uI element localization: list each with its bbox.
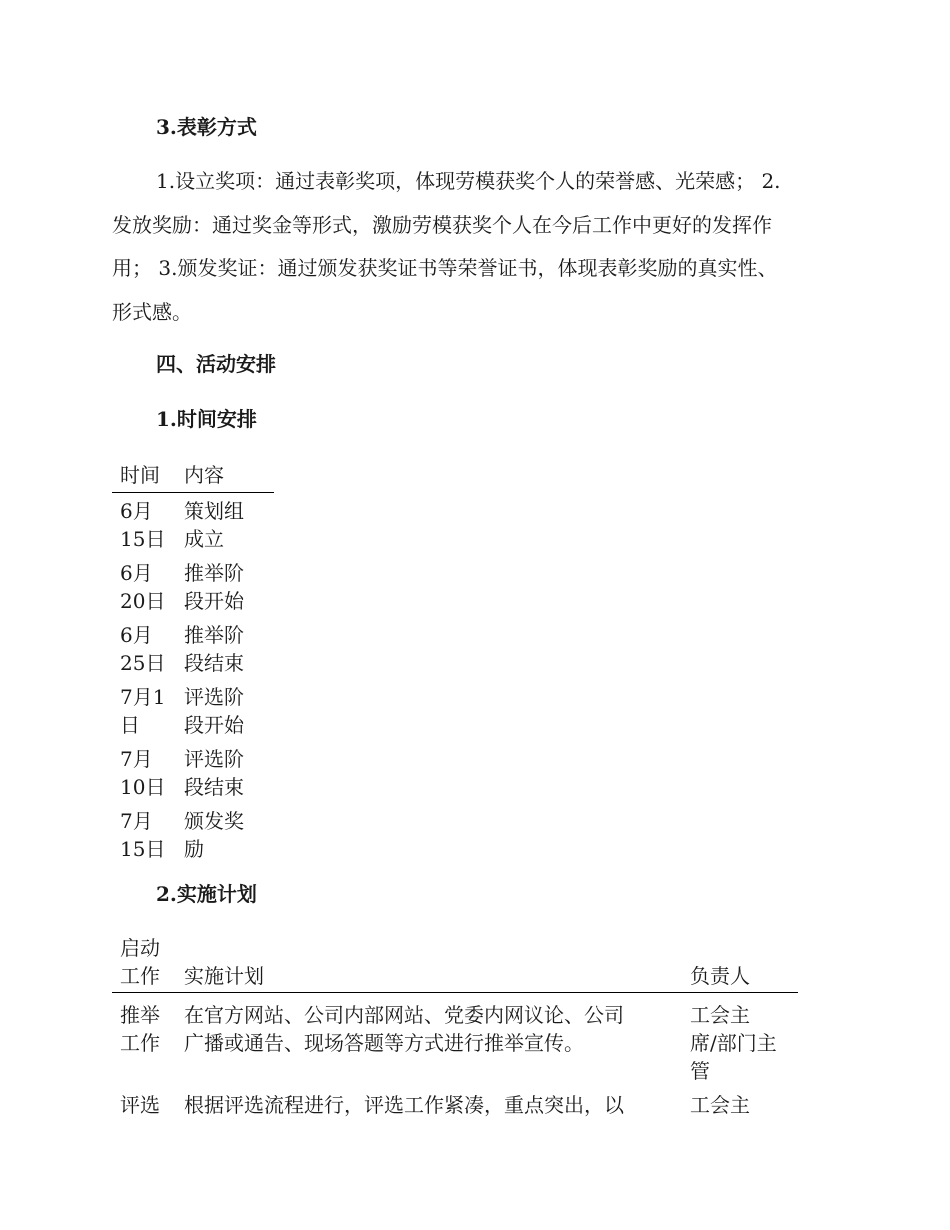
work-cell <box>112 1091 184 1119</box>
paragraph-line: 1.设立奖项：通过表彰奖项，体现劳模获奖个人的荣誉感、光荣感； 2. <box>156 169 781 193</box>
cell-text: 15日 <box>120 837 166 861</box>
cell-text: 评选 <box>120 1093 160 1117</box>
section-heading-awards: 3.表彰方式 <box>156 115 257 139</box>
cell-text: 段结束 <box>184 651 244 675</box>
cell-text: 段开始 <box>184 713 244 737</box>
cell-text: 在官方网站、公司内部网站、党委内网议论、公司 <box>184 1003 624 1027</box>
cell-text: 7月 <box>120 809 153 833</box>
table-row <box>112 745 274 801</box>
section-heading-activities: 四、活动安排 <box>156 352 276 376</box>
time-cell <box>112 559 184 615</box>
header-plan: 实施计划 <box>184 964 264 988</box>
plan-cell <box>184 1091 690 1119</box>
time-cell <box>112 807 184 863</box>
cell-text: 工作 <box>120 1031 160 1055</box>
table-row <box>112 683 274 739</box>
time-cell <box>112 745 184 801</box>
header-content: 内容 <box>184 463 224 487</box>
owner-cell <box>690 1091 798 1119</box>
cell-text: 策划组 <box>184 499 244 523</box>
table-row <box>112 621 274 677</box>
cell-text: 管 <box>690 1059 710 1083</box>
cell-text: 15日 <box>120 527 166 551</box>
cell-text: 评选阶 <box>184 747 244 771</box>
subheading-plan: 2.实施计划 <box>156 882 257 906</box>
header-start-work <box>112 934 184 990</box>
time-cell <box>112 683 184 739</box>
paragraph-line: 用； 3.颁发奖证：通过颁发获奖证书等荣誉证书，体现表彰奖励的真实性、 <box>112 256 778 280</box>
table-row <box>112 497 274 553</box>
cell-text: 推举阶 <box>184 623 244 647</box>
table-row <box>112 559 274 615</box>
table-row <box>112 1091 798 1119</box>
cell-text: 根据评选流程进行，评选工作紧凑，重点突出，以 <box>184 1093 624 1117</box>
cell-text: 20日 <box>120 589 166 613</box>
paragraph-line: 形式感。 <box>112 299 192 324</box>
cell-text: 工会主 <box>690 1003 750 1027</box>
header-text: 启动 <box>120 936 160 960</box>
cell-text: 7月 <box>120 747 153 771</box>
cell-text: 6月 <box>120 561 153 585</box>
cell-text: 颁发奖 <box>184 809 244 833</box>
cell-text: 段开始 <box>184 589 244 613</box>
time-cell <box>112 621 184 677</box>
schedule-table-header <box>112 460 274 493</box>
header-text: 工作 <box>120 964 160 988</box>
table-row <box>112 807 274 863</box>
time-cell <box>112 497 184 553</box>
cell-text: 7月1 <box>120 685 166 709</box>
cell-text: 励 <box>184 837 204 861</box>
content-cell <box>184 745 274 801</box>
plan-table <box>112 934 798 1119</box>
owner-cell <box>690 1001 798 1085</box>
cell-text: 推举阶 <box>184 561 244 585</box>
table-row <box>112 1001 798 1085</box>
paragraph-line: 发放奖励：通过奖金等形式，激励劳模获奖个人在今后工作中更好的发挥作 <box>112 212 772 237</box>
plan-cell <box>184 1001 690 1085</box>
cell-text: 评选阶 <box>184 685 244 709</box>
subheading-schedule: 1.时间安排 <box>156 407 257 431</box>
content-cell <box>184 621 274 677</box>
cell-text: 推举 <box>120 1003 160 1027</box>
work-cell <box>112 1001 184 1085</box>
header-time: 时间 <box>120 463 160 487</box>
cell-text: 6月 <box>120 499 153 523</box>
content-cell <box>184 807 274 863</box>
cell-text: 席/部门主 <box>690 1031 777 1055</box>
cell-text: 10日 <box>120 775 166 799</box>
cell-text: 6月 <box>120 623 153 647</box>
cell-text: 广播或通告、现场答题等方式进行推举宣传。 <box>184 1031 584 1055</box>
content-cell <box>184 559 274 615</box>
header-owner: 负责人 <box>690 964 750 988</box>
plan-table-header <box>112 934 798 993</box>
content-cell <box>184 497 274 553</box>
cell-text: 日 <box>120 713 140 737</box>
cell-text: 25日 <box>120 651 166 675</box>
schedule-table <box>112 460 274 863</box>
cell-text: 工会主 <box>690 1093 750 1117</box>
cell-text: 段结束 <box>184 775 244 799</box>
cell-text: 成立 <box>184 527 224 551</box>
content-cell <box>184 683 274 739</box>
awards-paragraph <box>112 160 830 334</box>
